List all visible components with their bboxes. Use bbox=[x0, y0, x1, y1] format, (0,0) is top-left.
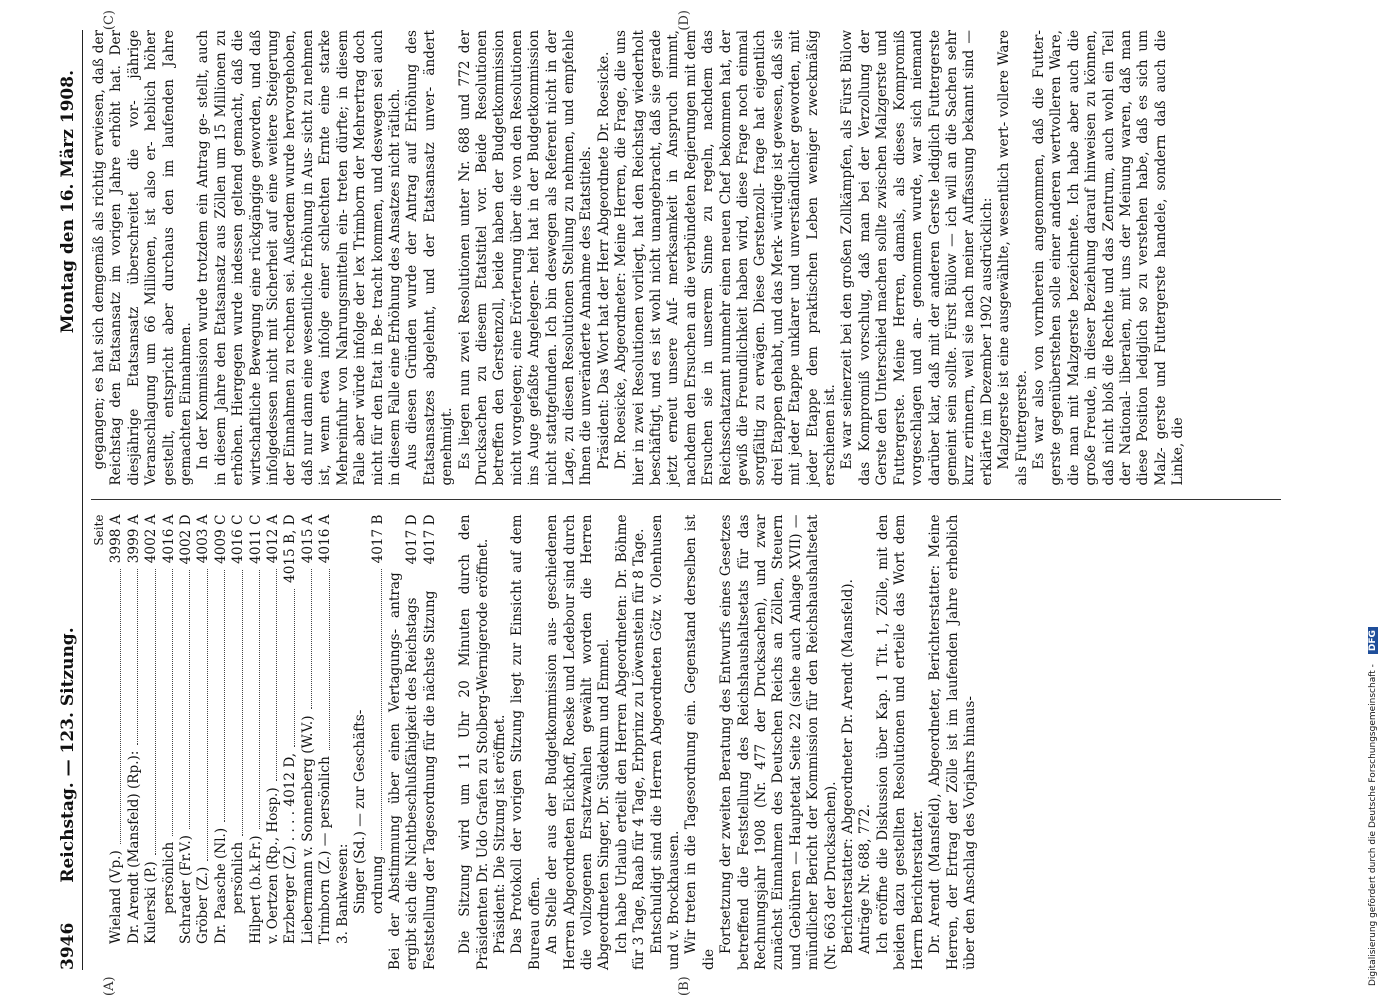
toc-entry bbox=[195, 515, 212, 971]
marker-d: (D) bbox=[677, 10, 692, 31]
digitization-note bbox=[1365, 6, 1381, 986]
leader-dots bbox=[161, 569, 173, 836]
leader-dots bbox=[370, 569, 382, 849]
toc-entry-page: 4003 A bbox=[195, 514, 212, 564]
paragraph: Es liegen nun zwei Resolutionen unter Nr. 688 und 772 der Drucksachen zu diesem Etatstitel vor. Beide Resolutionen betreffen den Gerstenzoll, beide haben der Budgetkommission nicht vorgelegen; eine Erörterung über die von den Resolutionen ins Auge gefaßte Angelegen- heit hat in der Budgetkommission nicht stattgefunden. Ich bin deswegen als Referent nicht in der Lage, zu diesen Resolutionen Stellung zu nehmen, und empfehle Ihnen die unveränderte Annahme des Etatstitels. bbox=[456, 30, 595, 486]
toc-entry-name: persönlich bbox=[160, 841, 177, 914]
right-column bbox=[91, 10, 1281, 486]
toc-entry-page: 4015 B, D bbox=[282, 514, 299, 583]
toc-entry bbox=[300, 515, 317, 971]
paragraph: Dr. Arendt (Mansfeld), Abgeordneter, Berichterstatter: Meine Herren, der Ertrag der Zölle ist im laufenden Jahre erheblich über den Anschlag des Vorjahrs hinaus- bbox=[927, 514, 978, 970]
paragraph: Es war seinerzeit bei den großen Zollkämpfen, als Fürst Bülow das Kompromiß vorschlug, daß man bei der Verzollung der Gerste den Unterschied machen sollte zwischen Malzgerste und Futtergerste. Meine Herren, damals, als dieses Kompromiß vorgeschlagen und an- genommen wurde, war sich niemand darüber klar, daß mit der anderen Gerste lediglich Futtergerste gemeint sein sollte. Fürst Bülow — ich will an die Sachen sehr kurz erinnern, weil sie nach meiner Auffassung bekannt sind — erklärte im Dezember 1902 ausdrücklich: bbox=[839, 30, 995, 486]
toc-entry-name: Dr. Paasche (Nl.) bbox=[212, 827, 229, 944]
leader-dots bbox=[230, 570, 242, 836]
festellung-text: Feststellung der Tagesordnung für die nächste Sitzung bbox=[421, 590, 438, 970]
leader-dots bbox=[108, 569, 120, 844]
toc-entry-name: Wieland (Vp.) bbox=[108, 850, 125, 944]
toc-entry-name: Trimborn (Z.) — persönlich bbox=[317, 756, 334, 944]
header-date: Montag den 16. März 1908. bbox=[58, 70, 78, 334]
toc-entry bbox=[213, 515, 230, 971]
leader-dots bbox=[300, 569, 312, 709]
toc-entry bbox=[143, 515, 160, 971]
paragraph: Ich eröffne die Diskussion über Kap. 1 Tit. 1, Zölle, mit den beiden dazu gestellten Resolutionen und erteile das Wort dem Herrn Berichterstatter. bbox=[874, 514, 926, 970]
digitization-note-inner bbox=[1365, 6, 1381, 986]
toc-entry bbox=[265, 515, 282, 971]
festellung-entry bbox=[422, 515, 439, 971]
toc-entry-name: Erzberger (Z.) . . . . 4012 D, bbox=[282, 752, 299, 944]
dfg-logo: DFG bbox=[1368, 627, 1378, 654]
toc-entry-page: 4002 D bbox=[178, 514, 195, 565]
toc-entry-page: 4016 A bbox=[160, 514, 177, 564]
section3-item bbox=[370, 515, 387, 971]
abstimmung-entry bbox=[387, 515, 422, 971]
page-header bbox=[58, 30, 83, 970]
digitization-text: Digitalisierung gefördert durch die Deutsche Forschungsgemeinschaft - bbox=[1368, 664, 1378, 986]
toc-entry bbox=[108, 515, 125, 971]
leader-dots bbox=[248, 570, 260, 830]
leader-dots bbox=[195, 569, 207, 861]
toc-entry-name: Gröber (Z.) bbox=[195, 866, 212, 944]
leader-dots bbox=[317, 569, 329, 750]
paragraph: Anträge Nr. 688, 772. bbox=[857, 803, 874, 954]
toc-entry bbox=[317, 515, 334, 971]
toc-entry-name: Kulerski (P.) bbox=[143, 861, 160, 944]
abstimmung-page: 4017 D bbox=[404, 514, 421, 565]
toc-entry-page: 4016 A bbox=[317, 514, 334, 564]
paragraph: Malzgerste ist eine ausgewählte, wesentlich wert- vollere Ware als Futtergerste. bbox=[996, 30, 1030, 486]
paragraph: Es war also von vornherein angenommen, daß die Futter- gerste gegenüberstehen solle einer anderen wertvolleren Ware, die man mit Malzgerste bezeichnete. Ich habe aber auch die große Freude, in dieser Beziehung darauf hinweisen zu können, daß nicht bloß die Rechte und das Zentrum, auch wohl ein Teil der National- liberalen, mit uns der Meinung waren, daß man diese Position lediglich so zu verstehen habe, daß es sich um Malz- gerste und Futtergerste handele, sondern daß auch die Linke, die bbox=[1030, 30, 1187, 486]
toc-entry-page: 4015 A bbox=[299, 514, 316, 564]
toc-entry-page: 4016 C bbox=[230, 514, 247, 564]
header-title-group bbox=[58, 30, 78, 923]
paragraph: An Stelle der aus der Budgetkommission aus- geschiedenen Herren Abgeordneten Eickhoff, Roeske und Ledebour sind durch die vollzogenen Ersatzwahlen gewählt worden die Herren Abgeordneten Singer, Dr. Südekum und Emmel. bbox=[544, 514, 613, 970]
marker-b: (B) bbox=[677, 976, 692, 996]
toc-entry-name: Liebermann v. Sonnenberg (W.V.) bbox=[299, 715, 316, 944]
columns bbox=[91, 10, 1281, 996]
toc-entry-page: 3999 A bbox=[125, 514, 142, 564]
toc-entry bbox=[161, 515, 178, 971]
paragraph: Präsident: Die Sitzung ist eröffnet. bbox=[491, 714, 508, 954]
header-chamber: Reichstag. bbox=[58, 782, 78, 883]
abstimmung-text: Bei der Abstimmung über einen Vertagungs- antrag ergibt sich die Nichtbeschlußfähigkeit des Reichstags bbox=[386, 572, 421, 970]
opening-statement: Die Sitzung wird um 11 Uhr 20 Minuten durch den Präsidenten Dr. Udo Grafen zu Stolberg-Wernigerode eröffnet. bbox=[457, 514, 491, 970]
toc-entry-page: 4017 B bbox=[369, 514, 386, 564]
header-session: — 123. Sitzung. bbox=[58, 627, 78, 777]
toc-entry-name: persönlich bbox=[230, 841, 247, 914]
section3-title: 3. Bankwesen: bbox=[334, 843, 351, 944]
toc-entry bbox=[230, 515, 247, 971]
leader-dots bbox=[143, 569, 155, 855]
paragraph: Fortsetzung der zweiten Beratung des Entwurfs eines Gesetzes betreffend die Feststellung des Reichshaushaltsetats für das Rechnungsjahr 1908 (Nr. 477 der Drucksachen), und zwar zunächst Einnahmen des Deutschen Reichs an Zöllen, Steuern und Gebühren — Hauptetat Seite 22 (siehe auch Anlage XVII) — mündlicher Bericht der Kommission für den Reichshaushaltsetat (Nr. 663 der Drucksachen). bbox=[718, 514, 839, 970]
toc-entry bbox=[282, 515, 299, 971]
toc-entry-page: 4002 A bbox=[143, 514, 160, 564]
right-paragraphs bbox=[91, 30, 1188, 486]
table-of-contents bbox=[108, 515, 334, 971]
toc-entry-page: 4011 C bbox=[247, 514, 264, 564]
toc-entry-name: ordnung bbox=[369, 855, 386, 914]
toc-entry-name: v. Oertzen (Rp., Hosp.) bbox=[265, 787, 282, 944]
festellung-page: 4017 D bbox=[421, 514, 438, 565]
toc-entry-page: 4009 C bbox=[212, 514, 229, 564]
leader-dots bbox=[126, 569, 138, 744]
toc-entry-name: Hilpert (b.k.Fr.) bbox=[247, 835, 264, 944]
left-paragraphs bbox=[492, 515, 979, 971]
paragraph: Dr. Roesicke, Abgeordneter: Meine Herren, die Frage, die uns hier in zwei Resolutionen vorliegt, hat den Reichstag wiederholt beschäftigt, und es ist wohl nicht unangebracht, daß sie gerade jetzt erneut unsere Auf- merksamkeit in Anspruch nimmt, nachdem den Ersuchen an die verbündeten Regierungen mit dem Ersuchen sie in unserem Sinne zu regeln, nachdem das Reichsschatzamt nunmehr einen neuen Chef bekommen hat, der gewiß die Freundlichkeit haben wird, diese Frage noch einmal sorgfältig zu erwägen. Diese Gerstenzoll- frage hat eigentlich drei Etappen gehabt, und das Merk- würdige ist gewesen, daß sie mit jeder Etappe unklarer und unverständlicher geworden, mit jeder Etappe dem praktischen Leben weniger zweckmäßig erschienen ist. bbox=[613, 30, 839, 486]
paragraph: Ich habe Urlaub erteilt den Herren Abgeordneten: Dr. Böhme für 3 Tage, Raab für 4 Tage, Erbprinz zu Löwenstein für 8 Tage. bbox=[613, 514, 648, 970]
leader-dots bbox=[265, 569, 277, 781]
marker-c: (C) bbox=[102, 10, 117, 31]
toc-entry bbox=[248, 515, 265, 971]
leader-dots bbox=[282, 589, 294, 747]
paragraph: Aus diesen Gründen wurde der Antrag auf Erhöhung des Etatsansatzes abgelehnt, und der Etatsansatz unver- ändert genehmigt. bbox=[404, 30, 456, 486]
leader-dots bbox=[213, 570, 225, 822]
paragraph: Entschuldigt sind die Herren Abgeordneten Götz v. Olenhusen und v. Brockhausen. bbox=[648, 514, 682, 970]
toc-entry-page: 4012 A bbox=[265, 514, 282, 564]
toc-entry bbox=[126, 515, 143, 971]
paragraph: In der Kommission wurde trotzdem ein Antrag ge- stellt, auch in diesem Jahre den Etatsansatz aus Zöllen um 15 Millionen zu erhöhen. Hiergegen wurde indessen geltend gemacht, daß die wirtschaftliche Bewegung eine rückgängige geworden, und daß infolgedessen nicht mit Sicherheit auf eine weitere Steigerung der Einnahmen zu rechnen sei. Außerdem wurde hervorgehoben, daß nur dann eine wesentliche Erhöhung in Aus- sicht zu nehmen ist, wenn etwa infolge einer schlechten Ernte eine starke Mehreinfuhr von Nahrungsmitteln ein- treten dürfte; in diesem Falle aber würde infolge der lex Trimborn der Mehrertrag doch nicht für den Etat in Be- tracht kommen, und deswegen sei auch in diesem Falle eine Erhöhung des Ansatzes nicht rätlich. bbox=[195, 30, 403, 486]
paragraph: Präsident: Das Wort hat der Herr Abgeordnete Dr. Roesicke. bbox=[595, 51, 612, 470]
marker-a: (A) bbox=[102, 976, 117, 996]
paragraph: Berichterstatter: Abgeordneter Dr. Arendt (Mansfeld). bbox=[840, 579, 857, 954]
header-chamber-session bbox=[58, 627, 78, 882]
page-number: 3946 bbox=[58, 922, 78, 970]
paragraph: Wir treten in die Tagesordnung ein. Gegenstand derselben ist die bbox=[683, 514, 717, 970]
column-divider bbox=[91, 500, 1281, 501]
section3-line: Singer (Sd.) — zur Geschäfts- bbox=[352, 709, 369, 914]
paragraph: gegangen; es hat sich demgemäß als richtig erwiesen, daß der Reichstag den Etatsansatz im vorigen Jahre erhöht hat. Der diesjährige Etatsansatz überschreitet die vor- jährige Veranschlagung um 66 Millionen, ist also er- heblich höher gestellt, entspricht aber durchaus den im laufenden Jahre gemachten Einnahmen. bbox=[91, 30, 195, 486]
toc-entry-page: 3998 A bbox=[108, 514, 125, 564]
toc-entry-name: Schrader (Fr.V.) bbox=[178, 835, 195, 944]
paragraph: Das Protokoll der vorigen Sitzung liegt zur Einsicht auf dem Bureau offen. bbox=[509, 514, 543, 970]
left-column bbox=[91, 514, 1281, 996]
toc-entry bbox=[178, 515, 195, 971]
seite-label: Seite bbox=[92, 514, 106, 546]
toc-entry-name: Dr. Arendt (Mansfeld) (Rp.): bbox=[125, 750, 142, 944]
leader-dots bbox=[178, 570, 190, 829]
